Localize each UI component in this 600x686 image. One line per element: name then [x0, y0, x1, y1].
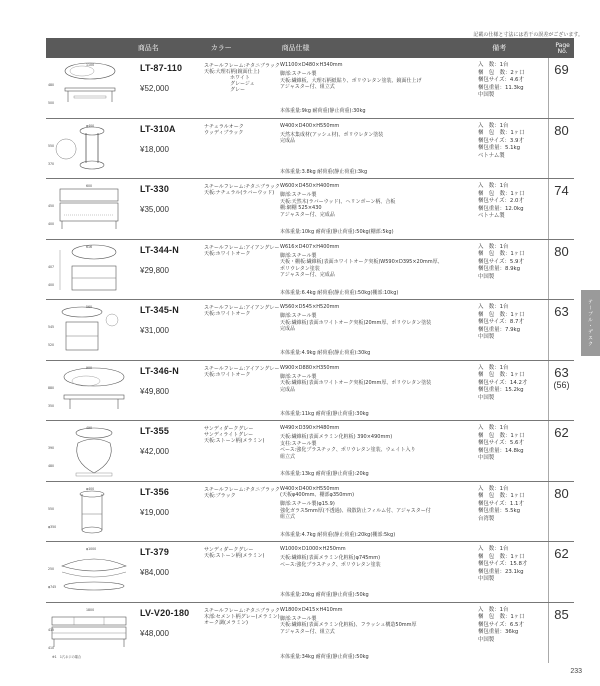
remarks-line: 梱 包 数：2ヶ口 [478, 69, 525, 76]
color-cell [204, 361, 280, 421]
color-line: 天板:ホワイトオーク [204, 371, 251, 378]
page-reference[interactable]: 85 [554, 606, 569, 622]
remarks-cell [456, 361, 548, 421]
product-name: LT-344-N [140, 244, 179, 255]
remarks-line: 入 数：1台 [478, 606, 509, 613]
product-price: ¥49,800 [140, 386, 169, 396]
spec-cell [280, 179, 456, 239]
spec-cell [280, 603, 456, 664]
spec-line: 強化ガラス5mm厚(不透過)、飛散防止フィルム付、アジャスター付 [280, 507, 431, 514]
color-line: サンディダークグレー [204, 426, 254, 432]
color-line: スチールフレーム:チタニブラック [204, 184, 280, 190]
dim-label: φ400 [86, 486, 95, 491]
color-cell [204, 421, 280, 481]
color-line: 天板:ブラック [204, 492, 236, 499]
color-cell [204, 300, 280, 360]
spec-line: 組立式 [280, 453, 296, 460]
product-name: LT-379 [140, 547, 170, 557]
product-name: LV-V20-180 [140, 607, 190, 618]
spec-line: アジャスター付、組立式 [280, 84, 335, 91]
weight-text: 本体重量:34kg 耐荷重(静止荷重):50kg [280, 653, 369, 660]
remarks-line: 梱包重量：5.1kg [478, 145, 521, 152]
c-side-table-drawing-icon [46, 119, 132, 179]
page-number: 233 [570, 668, 582, 675]
spec-line: W1000×D1000×H250mm [280, 546, 346, 552]
dim-label: 350 [48, 403, 55, 408]
dim-label: φ745 [48, 585, 57, 589]
dim-label: 400 [48, 222, 55, 226]
spec-cell [280, 542, 456, 602]
color-line: スチールフレーム:チタニブラック [204, 63, 280, 69]
spec-line: (天板φ400mm、棚部φ350mm) [280, 491, 355, 498]
round-two-tier-table-drawing-icon [46, 300, 132, 360]
dim-label: 1100 [86, 63, 95, 67]
spec-line: W490×D390×H480mm [280, 425, 340, 431]
remarks-line: 梱 包 数：1ヶ口 [478, 553, 525, 560]
spec-line: 天板:繊維板(表面メラミン化粧板)、フラッシュ構造50mm厚 [280, 622, 417, 629]
drawing-cell [46, 179, 132, 239]
notice-text: 記載の仕様と寸法には若干の誤差がございます。 [473, 32, 583, 38]
spec-cell [280, 240, 456, 300]
remarks-line: 梱包サイズ：1.1才 [478, 500, 524, 507]
color-line: グレージュ [230, 81, 255, 87]
spec-line: 完成品 [280, 138, 296, 145]
product-price: ¥48,000 [140, 628, 169, 638]
remarks-cell [456, 603, 548, 664]
spec-line: W900×D880×H350mm [280, 364, 340, 371]
spec-line: W1100×D480×H340mm [280, 62, 343, 68]
dim-label: 490 [86, 426, 93, 430]
remarks-line: 入 数：1台 [478, 485, 509, 492]
remarks-line: 入 数：1台 [478, 364, 509, 371]
table-row [46, 300, 574, 361]
remarks-line: 中国製 [478, 455, 495, 462]
spec-line: W616×D407×H400mm [280, 243, 340, 250]
color-line: ナチュラルオーク [204, 123, 244, 130]
dim-label: 545 [48, 325, 55, 329]
spec-line: W400×D400×H550mm [280, 485, 340, 492]
remarks-line: 梱包サイズ：2.0才 [478, 198, 524, 205]
header-remarks: 備考 [492, 44, 507, 52]
table-row [46, 119, 574, 180]
footnote: ※1 1穴ネジの場合 [52, 654, 82, 659]
spec-line: 脚部:スチール製(φ15.9) [280, 501, 335, 508]
remarks-line: 梱包サイズ：8.7才 [478, 319, 524, 326]
drawing-cell [46, 240, 132, 300]
spec-cell [280, 119, 456, 179]
remarks-line: 梱 包 数：1ヶ口 [478, 130, 525, 137]
color-line: スチールフレーム:アイアングレー [204, 244, 280, 251]
low-round-stone-table-drawing-icon [46, 542, 132, 602]
remarks-line: 中国製 [478, 576, 495, 583]
remarks-line: 中国製 [478, 273, 495, 280]
page-reference[interactable]: 80 [554, 485, 569, 501]
drawing-cell [46, 603, 132, 664]
header-name: 商品名 [137, 44, 159, 52]
dim-label: 450 [48, 204, 55, 208]
weight-text: 本体重量:20kg 耐荷重(静止荷重):50kg [280, 592, 369, 599]
color-line: スチールフレーム:アイアングレー [204, 305, 280, 311]
remarks-line: 梱包重量：23.1kg [478, 568, 524, 575]
drawing-cell [46, 542, 132, 602]
table-row [46, 240, 574, 301]
spec-line: 完成品 [280, 386, 296, 393]
table-row [46, 179, 574, 240]
color-line: ホワイト [230, 75, 250, 81]
header-page-no: Page No. [555, 42, 570, 55]
remarks-line: 梱包重量：5.5kg [478, 508, 521, 515]
spec-line: W600×D450×H400mm [280, 183, 340, 189]
weight-text: 本体重量:4.9kg 耐荷重(静止荷重):30kg [280, 350, 371, 357]
page-reference[interactable]: 62 [554, 425, 569, 440]
table-row [46, 421, 574, 482]
product-price: ¥31,000 [140, 326, 169, 335]
remarks-line: 梱包重量：14.8kg [478, 447, 524, 454]
color-line: オーク調(メラミン) [204, 619, 248, 626]
product-price: ¥29,800 [140, 265, 169, 275]
remarks-line: 梱包サイズ：5.9才 [478, 258, 524, 265]
product-price: ¥19,000 [140, 507, 169, 517]
weight-text: 本体重量:9kg 耐荷重(静止荷重):30kg [280, 108, 366, 115]
table-body [46, 58, 574, 663]
spec-cell [280, 361, 456, 421]
remarks-line: 梱包サイズ：6.5才 [478, 621, 524, 628]
spec-line: 脚部:スチール製 [280, 71, 317, 78]
spec-line: 脚部:スチール製 [280, 252, 317, 259]
drawing-cell [46, 482, 132, 542]
remarks-cell [456, 58, 548, 118]
color-line: グレー [230, 87, 246, 93]
weight-text: 本体重量:11kg 耐荷重(静止荷重):30kg [280, 410, 369, 417]
spec-line: 天板:繊維板(表面ホワイトオーク突板)20mm厚、ポリウレタン塗装 [280, 380, 432, 387]
rect-table-with-net-shelf-drawing-icon [46, 179, 132, 239]
spec-line: 脚部:スチール製 [280, 313, 317, 320]
product-name: LT-346-N [140, 365, 179, 376]
table-header [46, 38, 574, 58]
product-name: LT-345-N [140, 305, 179, 315]
remarks-line: 梱 包 数：1ヶ口 [478, 190, 525, 197]
color-cell [204, 179, 280, 239]
weight-text: 本体重量:6.4kg 耐荷重(静止荷重):50kg(棚部:10kg) [280, 289, 399, 296]
remarks-line: 梱包重量：12.0kg [478, 205, 524, 212]
remarks-line: 中国製 [478, 636, 495, 643]
dim-label: 1800 [86, 607, 95, 612]
color-cell [204, 542, 280, 602]
color-cell [204, 119, 280, 179]
header-spec: 商品仕様 [281, 44, 310, 52]
remarks-line: ベトナム製 [478, 152, 505, 159]
spec-line: 天板:繊維板(表面ホワイトオーク突板)20mm厚、ポリウレタン塗装 [280, 319, 432, 326]
dim-label: 500 [48, 101, 55, 105]
oval-coffee-table-drawing-icon [46, 58, 132, 118]
remarks-line: 梱 包 数：1ヶ口 [478, 432, 525, 439]
spec-line: W400×D400×H550mm [280, 122, 340, 129]
weight-text: 本体重量:3.8kg 耐荷重(静止荷重):3kg [280, 168, 368, 175]
oval-two-tier-table-drawing-icon [46, 240, 132, 300]
remarks-line: 台湾製 [478, 515, 495, 522]
spec-line: 天板:繊維板、大理石柄紙貼り、ポリウレタン塗装、鏡面仕上げ [280, 77, 422, 84]
spec-line: W1800×D415×H410mm [280, 606, 343, 613]
remarks-line: 梱 包 数：1ヶ口 [478, 493, 525, 500]
drawing-cell [46, 361, 132, 421]
color-line: 天板:ナチュラル(ラバーウッド) [204, 190, 275, 196]
page-reference[interactable]: 80 [554, 122, 569, 138]
remarks-line: 入 数：1台 [478, 62, 509, 68]
drawing-cell [46, 119, 132, 179]
remarks-line: 入 数：1台 [478, 425, 509, 431]
spec-line: 天板・棚板:繊維板(表面ホワイトオーク突板)W590×D395×20mm厚、 [280, 259, 443, 266]
drawing-cell [46, 300, 132, 360]
product-price: ¥84,000 [140, 568, 169, 577]
remarks-line: 梱 包 数：1ヶ口 [478, 251, 525, 258]
product-name: LT-330 [140, 184, 170, 194]
product-name: LT-356 [140, 486, 170, 497]
remarks-line: 入 数：1台 [478, 546, 509, 552]
remarks-line: 梱包サイズ：15.8才 [478, 561, 528, 568]
spec-cell [280, 58, 456, 118]
remarks-line: 中国製 [478, 334, 495, 341]
spec-line: 天板:繊維板(表面メラミン化粧板)φ745mm) [280, 555, 381, 562]
page-reference[interactable]: 62 [554, 546, 569, 561]
remarks-line: 梱包重量：7.9kg [478, 326, 521, 333]
product-price: ¥52,000 [140, 84, 169, 93]
color-line: サンディライトグレー [204, 432, 254, 438]
spec-cell [280, 421, 456, 481]
remarks-line: 入 数：1台 [478, 243, 509, 250]
table-row [46, 361, 574, 422]
table-row [46, 603, 574, 664]
remarks-line: 梱包重量：11.3kg [478, 84, 524, 91]
product-price: ¥42,000 [140, 447, 169, 456]
spec-line: W560×D545×H520mm [280, 304, 340, 310]
page-reference[interactable]: 80 [554, 243, 569, 259]
product-spec-table [46, 38, 574, 663]
dim-label: 480 [48, 464, 55, 468]
spec-line: 脚部:スチール製 [280, 192, 317, 199]
dim-label: φ350 [48, 524, 57, 529]
remarks-cell [456, 542, 548, 602]
dim-label: 480 [48, 83, 55, 87]
remarks-line: 中国製 [478, 92, 495, 99]
color-cell [204, 58, 280, 118]
spec-line: 棚:網棚 525×430 [280, 205, 322, 212]
remarks-cell [456, 240, 548, 300]
dim-label: 550 [48, 506, 55, 511]
remarks-line: ベトナム製 [478, 213, 505, 220]
remarks-line: 梱包サイズ：14.2才 [478, 379, 528, 386]
dim-label: 415 [48, 627, 55, 632]
product-name: LT-355 [140, 426, 170, 436]
spec-line: 天然木集成材(アッシュ材)、ポリウレタン塗装 [280, 131, 384, 138]
color-cell [204, 240, 280, 300]
remarks-line: 梱包サイズ：3.9才 [478, 137, 524, 144]
dim-label: 560 [86, 305, 93, 309]
spec-line: ベース:強化プラスチック、ポリウレタン塗装 [280, 561, 381, 568]
color-cell [204, 482, 280, 542]
egg-shaped-table-drawing-icon [46, 421, 132, 481]
remarks-line: 梱包重量：15.2kg [478, 387, 524, 394]
product-price: ¥18,000 [140, 144, 169, 154]
dim-label: 600 [86, 184, 93, 188]
remarks-line: 梱包サイズ：5.6才 [478, 440, 524, 447]
table-row [46, 542, 574, 603]
remarks-cell [456, 421, 548, 481]
dim-label: 880 [48, 385, 55, 390]
dim-label: 390 [48, 446, 55, 450]
color-cell [204, 603, 280, 664]
dim-label: φ400 [86, 123, 95, 128]
dim-label: 900 [86, 365, 93, 370]
color-line: サンディダークグレー [204, 547, 254, 553]
table-row [46, 58, 574, 119]
product-name: LT-310A [140, 123, 176, 134]
page-reference[interactable]: 63 [554, 304, 569, 319]
product-name: LT-87-110 [140, 63, 183, 73]
remarks-line: 梱 包 数：1ヶ口 [478, 372, 525, 379]
spec-line: アジャスター付、完成品 [280, 211, 335, 218]
spec-line: 脚部:スチール製 [280, 615, 317, 622]
remarks-line: 中国製 [478, 394, 495, 401]
color-line: 木部:セメント柄グレー(メラミン) [204, 613, 280, 620]
remarks-line: 梱包重量：36kg [478, 629, 519, 636]
dim-label: 550 [48, 143, 55, 148]
large-oval-table-drawing-icon [46, 361, 132, 421]
side-index-tab[interactable]: テーブル・デスク [581, 290, 600, 356]
remarks-line: 梱 包 数：1ヶ口 [478, 614, 525, 621]
weight-text: 本体重量:4.7kg 耐荷重(静止荷重):20kg(棚部:5kg) [280, 531, 396, 538]
spec-line: 脚部:スチール製 [280, 373, 317, 380]
page-reference[interactable]: 69 [554, 62, 569, 77]
remarks-line: 梱包サイズ：4.6才 [478, 77, 524, 84]
remarks-line: 入 数：1台 [478, 122, 509, 129]
remarks-line: 梱 包 数：1ヶ口 [478, 311, 525, 318]
spec-line: 天板:繊維板(表面メラミン化粧板) 390×490mm) [280, 434, 393, 441]
weight-text: 本体重量:10kg 耐荷重(静止荷重):50kg(棚部:5kg) [280, 229, 394, 236]
remarks-line: 入 数：1台 [478, 183, 509, 189]
spec-line: アジャスター付、組立式 [280, 628, 335, 635]
remarks-cell [456, 482, 548, 542]
page-reference[interactable]: 74 [554, 183, 569, 198]
remarks-cell [456, 179, 548, 239]
color-line: 天板:ストーン柄(メラミン) [204, 438, 265, 444]
spec-line: 完成品 [280, 326, 296, 333]
tv-board-drawing-icon [46, 603, 132, 663]
color-line: 天板:ホワイトオーク [204, 311, 251, 317]
dim-label: 250 [48, 567, 55, 571]
spec-cell [280, 300, 456, 360]
dim-label: 410 [48, 645, 55, 650]
dim-label: 407 [48, 264, 55, 269]
dim-label: 400 [48, 282, 55, 287]
spec-line: 組立式 [280, 514, 296, 521]
drawing-cell [46, 58, 132, 118]
header-color: カラー [210, 44, 232, 52]
page-reference[interactable]: 63 [554, 364, 569, 380]
spec-line: 支柱:スチール製 [280, 440, 317, 447]
page-reference-sub: (56) [553, 379, 570, 390]
color-line: 天板:大理石柄(鏡面仕上) [204, 69, 260, 75]
product-price: ¥35,000 [140, 205, 169, 214]
dim-label: 370 [48, 161, 55, 166]
remarks-line: 梱包重量：8.9kg [478, 266, 521, 273]
color-line: 天板:ホワイトオーク [204, 250, 251, 257]
weight-text: 本体重量:13kg 耐荷重(静止荷重):20kg [280, 471, 369, 478]
color-line: スチールフレーム:チタニブラック [204, 486, 280, 493]
color-line: スチールフレーム:チタニブラック [204, 607, 280, 614]
spec-line: アジャスター付、完成品 [280, 272, 335, 279]
table-row [46, 482, 574, 543]
remarks-cell [456, 119, 548, 179]
spec-line: ポリウレタン塗装 [280, 265, 320, 272]
dim-label: 520 [48, 343, 55, 347]
drawing-cell [46, 421, 132, 481]
round-glass-side-table-drawing-icon [46, 482, 132, 542]
remarks-line: 入 数：1台 [478, 304, 509, 310]
spec-line: ベース:強化プラスチック、ポリウレタン塗装、ウェイト入り [280, 447, 416, 454]
color-line: ウッディブラック [204, 129, 244, 136]
spec-line: 天板:天然木(ラバーウッド)、ヘリンボーン柄、合板 [280, 198, 396, 205]
color-line: 天板:ストーン柄(メラミン) [204, 553, 265, 559]
remarks-cell [456, 300, 548, 360]
spec-cell [280, 482, 456, 542]
color-line: スチールフレーム:アイアングレー [204, 365, 280, 372]
dim-label: φ1000 [86, 547, 97, 551]
dim-label: 616 [86, 244, 93, 249]
